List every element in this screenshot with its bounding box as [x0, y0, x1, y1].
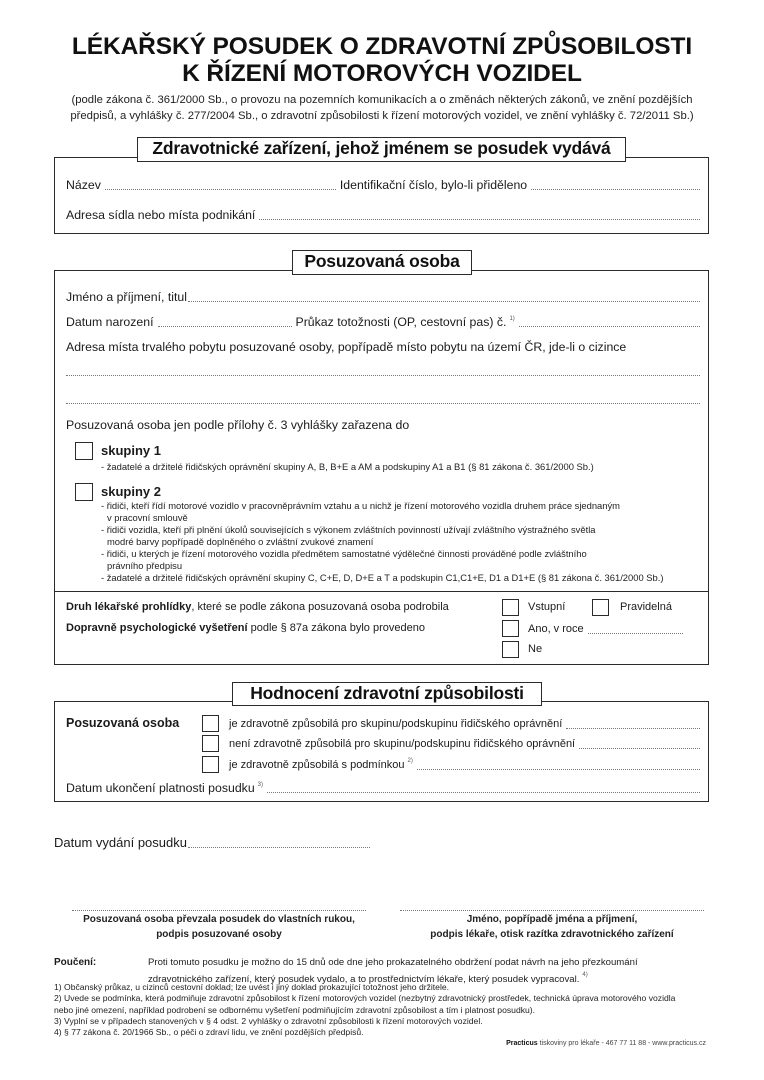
fit-checkbox[interactable] — [202, 715, 219, 732]
facility-section-title: Zdravotnické zařízení, jehož jménem se posudek vydává — [137, 137, 626, 162]
person-address-field-line-2[interactable] — [66, 403, 700, 404]
footnote-ref-1: 1) — [509, 316, 515, 322]
psych-year-field[interactable] — [588, 624, 683, 634]
group-2-label: skupiny 2 — [101, 484, 161, 499]
footnote-ref-2: 2) — [407, 758, 413, 764]
unfit-checkbox[interactable] — [202, 735, 219, 752]
section-divider — [54, 591, 709, 592]
group-2-description — [101, 500, 663, 584]
footnote-ref-4: 4) — [582, 972, 588, 978]
assessment-subject-row — [66, 715, 196, 731]
person-name-field[interactable] — [188, 292, 700, 302]
doctor-signature-caption-line-1: Jméno, popřípadě jména a příjmení, — [466, 914, 638, 925]
psych-exam-label-bold: Dopravně psychologické vyšetření — [66, 622, 248, 634]
notice-label: Poučení: — [54, 957, 97, 968]
conditional-fit-row — [229, 757, 700, 773]
unfit-row — [229, 736, 700, 752]
psych-yes-row — [528, 620, 683, 637]
exam-periodic-checkbox[interactable] — [592, 599, 609, 616]
facility-name-row — [66, 177, 700, 193]
group-2-description-line: - řidiči, kteří řídí motorové vozidlo v pracovněprávním vztahu a u nichž je řízení motorového vozidla druhem práce sjednaným — [101, 500, 620, 511]
exam-periodic-label: Pravidelná — [620, 601, 672, 613]
facility-address-field[interactable] — [259, 210, 700, 220]
legal-basis-line-1: (podle zákona č. 361/2000 Sb., o provozu na pozemních komunikacích a o změnách některých zákonů, ve znění pozdějších — [71, 94, 693, 106]
group-2-description-line: - žadatelé a držitelé řidičských oprávnění skupiny C, C+E, D, D+E a T a podskupin C1,C1+E, D1 a D1+E (§ 81 zákona č. 361/2000 Sb.) — [101, 572, 664, 583]
classification-label: Posuzovaná osoba jen podle přílohy č. 3 vyhlášky zařazena do — [66, 418, 410, 432]
validity-end-field[interactable] — [267, 783, 700, 793]
validity-end-label — [66, 777, 263, 796]
facility-name-field[interactable] — [105, 180, 336, 190]
exam-initial-label: Vstupní — [528, 601, 566, 613]
publisher-contact: tiskoviny pro lékaře - 467 77 11 88 - www.practicus.cz — [537, 1040, 706, 1047]
psych-exam-label — [66, 620, 425, 637]
person-signature-caption-line-1: Posuzovaná osoba převzala posudek do vlastních rukou, — [83, 914, 355, 925]
facility-name-label: Název — [66, 178, 101, 192]
group-2-description-line: - řidiči, u kterých je řízení motorového vozidla předmětem samostatné výdělečné činnosti prováděné podle zvláštního — [101, 548, 587, 559]
psych-no-label: Ne — [528, 643, 543, 655]
id-card-field[interactable] — [519, 317, 700, 327]
psych-yes-checkbox[interactable] — [502, 620, 519, 637]
person-name-label: Jméno a příjmení, titul — [66, 290, 187, 304]
person-address-row — [66, 339, 700, 355]
form-title-line-2: K ŘÍZENÍ MOTOROVÝCH VOZIDEL — [182, 60, 582, 87]
footnote-1: 1) Občanský průkaz, u cizinců cestovní doklad; lze uvést i jiný doklad prokazující totožnost jeho držitele. — [54, 982, 450, 992]
birth-date-field[interactable] — [158, 317, 292, 327]
group-2-description-line: právního předpisu — [107, 560, 183, 571]
notice-text-line-1: Proti tomuto posudku je možno do 15 dnů ode dne jeho prokazatelného obdržení podat návrh na jeho přezkoumání — [148, 957, 638, 968]
doctor-signature-caption-line-2: podpis lékaře, otisk razítka zdravotnického zařízení — [430, 929, 674, 940]
group-1-description-line: - žadatelé a držitelé řidičských oprávnění skupiny A, B, B+E a AM a podskupiny A1 a B1 (§ 81 zákona č. 361/2000 Sb.) — [101, 461, 594, 472]
assessment-subject-label: Posuzovaná osoba — [66, 716, 180, 730]
person-birth-id-row — [66, 314, 700, 330]
birth-date-label: Datum narození — [66, 315, 154, 329]
footnote-2: 2) Uvede se podmínka, která podmiňuje zdravotní způsobilost k řízení motorových vozidel (nezbytný zdravotnický prostředek, technická úprava motorového vozidla — [54, 993, 676, 1004]
facility-id-field[interactable] — [531, 180, 700, 190]
unfit-group-field[interactable] — [579, 739, 700, 749]
condition-field[interactable] — [417, 760, 700, 770]
id-card-label — [296, 311, 515, 330]
conditional-fit-checkbox[interactable] — [202, 756, 219, 773]
group-1-checkbox[interactable] — [75, 442, 93, 460]
exam-initial-checkbox[interactable] — [502, 599, 519, 616]
facility-id-label: Identifikační číslo, bylo-li přiděleno — [339, 178, 528, 192]
person-section-title: Posuzovaná osoba — [292, 250, 472, 275]
footnote-2-continued: nebo jiné omezení, například podrobení se odbornému vyšetření podmiňujícím zdravotní způsobilost a tím i platnost posudku). — [54, 1004, 536, 1015]
id-card-label-text: Průkaz totožnosti (OP, cestovní pas) č. — [295, 315, 507, 329]
person-name-row — [66, 289, 700, 305]
assessment-section-title: Hodnocení zdravotní způsobilosti — [232, 682, 542, 706]
notice-text-line-2-text: zdravotnického zařízení, který posudek vydalo, a to prostřednictvím lékaře, který posudek vypracoval. — [148, 974, 580, 985]
person-address-label: Adresa místa trvalého pobytu posuzované osoby, popřípadě místo pobytu na území ČR, jde-li o cizince — [66, 340, 627, 354]
fit-label — [229, 716, 562, 732]
exam-type-label-rest: , které se podle zákona posuzovaná osoba podrobila — [191, 601, 449, 613]
fit-label-text: je zdravotně způsobilá pro skupinu/podskupinu řidičského oprávnění — [229, 718, 563, 730]
conditional-fit-label — [229, 753, 413, 773]
psych-no-checkbox[interactable] — [502, 641, 519, 658]
unfit-label-text: není zdravotně způsobilá pro skupinu/podskupinu řidičského oprávnění — [229, 738, 576, 750]
person-signature-caption — [62, 912, 376, 942]
validity-end-row — [66, 780, 700, 796]
group-2-description-line: v pracovní smlouvě — [107, 512, 188, 523]
facility-address-row — [66, 207, 700, 223]
group-2-description-line: modré barvy popřípadě doplněného o zvláštní zvukové znamení — [107, 536, 374, 547]
footnote-3: 3) Vyplní se v případech stanovených v § 4 odst. 2 vyhlášky o zdravotní způsobilosti k řízení motorových vozidel. — [54, 1015, 483, 1026]
fit-group-field[interactable] — [566, 719, 700, 729]
group-1-label: skupiny 1 — [101, 443, 161, 458]
person-address-field-line-1[interactable] — [66, 375, 700, 376]
facility-address-label: Adresa sídla nebo místa podnikání — [66, 208, 256, 222]
publisher-brand: Practicus — [506, 1040, 538, 1047]
group-2-description-line: - řidiči vozidla, kteří při plnění úkolů souvisejících s výkonem zvláštních povinností užívají zvláštního výstražného světla — [101, 524, 596, 535]
legal-basis-line-2: předpisů, a vyhlášky č. 277/2004 Sb., o zdravotní způsobilosti k řízení motorových vozidel, ve znění vyhlášky č. 72/2011 Sb.) — [70, 110, 694, 122]
issue-date-row — [54, 835, 370, 851]
person-signature-field[interactable] — [72, 910, 366, 911]
footnote-ref-3: 3) — [257, 782, 264, 788]
group-1-description — [101, 461, 594, 473]
person-signature-caption-line-2: podpis posuzované osoby — [156, 929, 282, 940]
footnotes — [54, 982, 675, 1038]
validity-end-label-text: Datum ukončení platnosti posudku — [66, 781, 255, 795]
exam-type-label-bold: Druh lékařské prohlídky — [66, 601, 192, 613]
psych-yes-label: Ano, v roce — [528, 623, 584, 635]
psych-exam-label-rest: podle § 87a zákona bylo provedeno — [247, 622, 425, 634]
conditional-fit-label-text: je zdravotně způsobilá s podmínkou — [229, 759, 405, 771]
issue-date-label: Datum vydání posudku — [54, 835, 187, 850]
group-2-checkbox[interactable] — [75, 483, 93, 501]
form-title-line-1: LÉKAŘSKÝ POSUDEK O ZDRAVOTNÍ ZPŮSOBILOSTI — [71, 33, 693, 60]
footnote-4: 4) § 77 zákona č. 20/1966 Sb., o péči o zdraví lidu, ve znění pozdějších předpisů. — [54, 1027, 364, 1038]
unfit-label — [229, 736, 575, 752]
fit-row — [229, 716, 700, 732]
exam-type-label — [66, 599, 449, 616]
issue-date-field[interactable] — [188, 838, 370, 848]
doctor-signature-caption — [385, 912, 719, 942]
publisher-footer — [506, 1039, 706, 1048]
doctor-signature-field[interactable] — [400, 910, 704, 911]
classification-row — [66, 417, 700, 433]
